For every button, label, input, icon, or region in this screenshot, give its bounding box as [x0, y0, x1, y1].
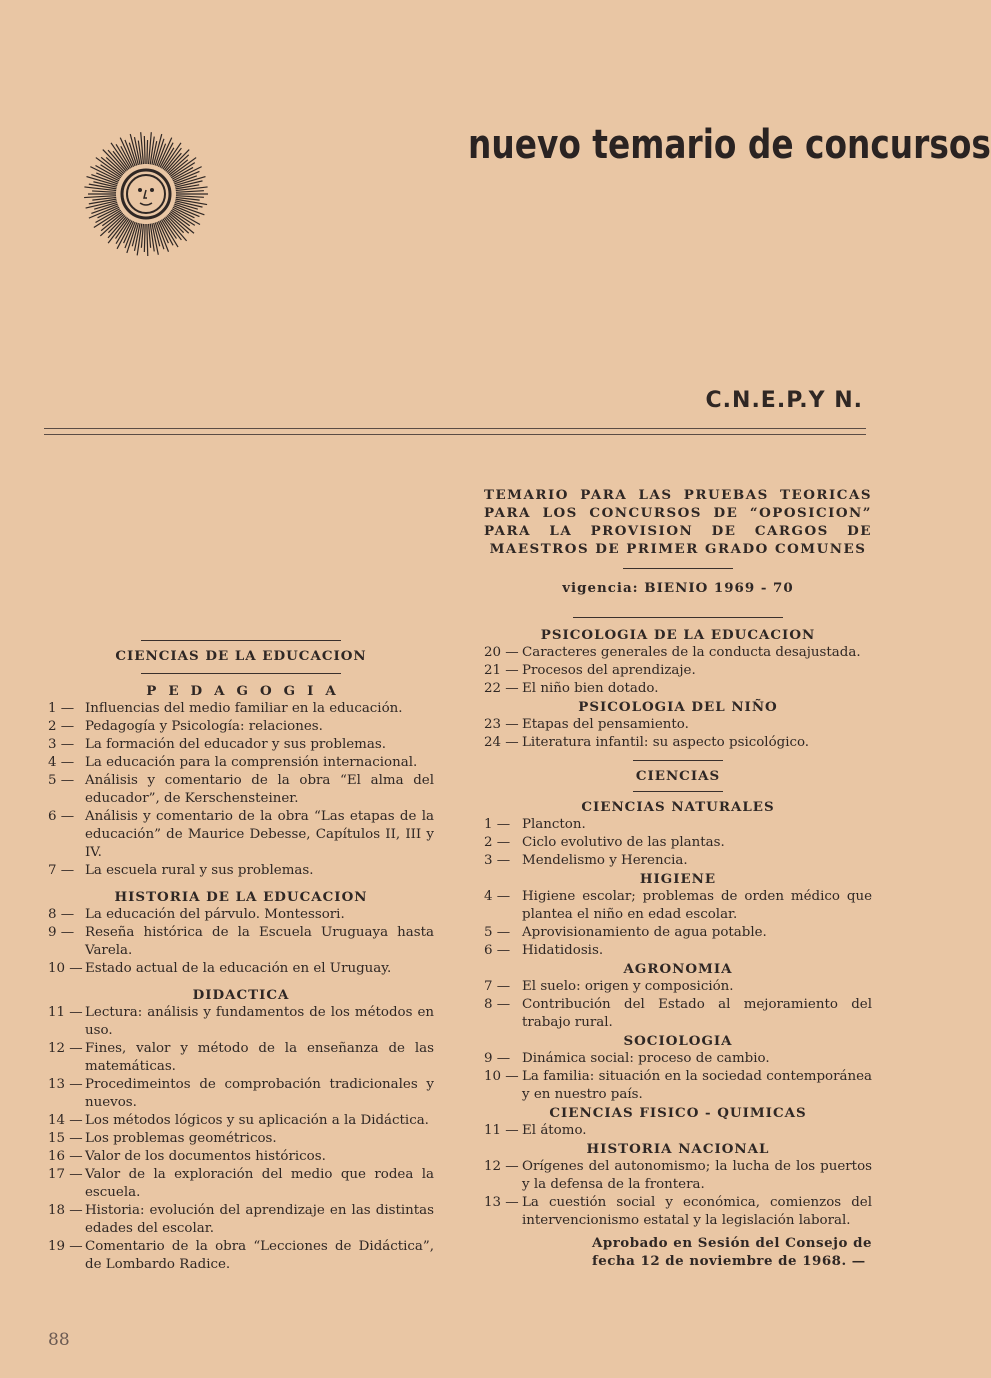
item-number: 15 — — [48, 1131, 83, 1146]
list-item — [48, 1130, 434, 1148]
item-number: 14 — — [48, 1113, 83, 1128]
item-number: 5 — — [484, 925, 511, 940]
psic-edu-heading: PSICOLOGIA DE LA EDUCACION — [540, 627, 816, 643]
item-number: 7 — — [48, 863, 75, 878]
item-number: 20 — — [484, 645, 519, 660]
psic-nino-list — [484, 716, 872, 752]
list-item — [484, 1068, 872, 1104]
fisico-quimicas-heading: CIENCIAS FISICO - QUIMICAS — [549, 1105, 807, 1121]
list-item — [48, 700, 434, 718]
list-item — [48, 1166, 434, 1202]
item-text: Valor de los documentos históricos. — [85, 1149, 326, 1164]
item-number: 10 — — [484, 1069, 519, 1084]
didactica-heading: DIDACTICA — [192, 987, 290, 1003]
item-number: 24 — — [484, 735, 519, 750]
list-item — [48, 906, 434, 924]
divider — [141, 673, 341, 674]
divider — [633, 760, 723, 761]
naturales-list — [484, 816, 872, 870]
section-title: CIENCIAS DE LA EDUCACION — [115, 648, 367, 664]
list-item — [484, 1122, 872, 1140]
list-item — [48, 718, 434, 736]
item-text: La formación del educador y sus problemas. — [85, 737, 386, 752]
item-number: 2 — — [48, 719, 75, 734]
list-item — [484, 852, 872, 870]
item-text: Higiene escolar; problemas de orden médico que plantea el niño en edad escolar. — [522, 889, 872, 922]
pedagogia-list — [48, 700, 434, 880]
list-item — [484, 924, 872, 942]
higiene-list — [484, 888, 872, 960]
fisico-quimicas-list — [484, 1122, 872, 1140]
item-number: 21 — — [484, 663, 519, 678]
item-text: El átomo. — [522, 1123, 587, 1138]
item-text: Literatura infantil: su aspecto psicológico. — [522, 735, 810, 750]
item-number: 23 — — [484, 717, 519, 732]
historia-list — [48, 906, 434, 978]
list-item — [484, 978, 872, 996]
header-rule — [44, 428, 866, 435]
divider — [633, 791, 723, 792]
item-text: La cuestión social y económica, comienzos del intervencionismo estatal y la legislación laboral. — [522, 1195, 872, 1228]
item-text: Historia: evolución del aprendizaje en las distintas edades del escolar. — [85, 1203, 434, 1236]
divider — [573, 617, 783, 618]
item-number: 12 — — [484, 1159, 519, 1174]
item-text: Etapas del pensamiento. — [522, 717, 689, 732]
divider — [141, 640, 341, 641]
item-text: Influencias del medio familiar en la educación. — [85, 701, 403, 716]
item-number: 11 — — [48, 1005, 83, 1020]
sociologia-list — [484, 1050, 872, 1104]
item-text: Reseña histórica de la Escuela Uruguaya hasta Varela. — [85, 925, 434, 958]
item-number: 9 — — [484, 1051, 511, 1066]
right-column — [484, 486, 872, 1270]
item-number: 4 — — [48, 755, 75, 770]
item-text: El niño bien dotado. — [522, 681, 659, 696]
item-text: Pedagogía y Psicología: relaciones. — [85, 719, 323, 734]
list-item — [484, 834, 872, 852]
item-number: 9 — — [48, 925, 75, 940]
item-number: 16 — — [48, 1149, 83, 1164]
item-number: 3 — — [48, 737, 75, 752]
list-item — [484, 816, 872, 834]
item-text: La escuela rural y sus problemas. — [85, 863, 314, 878]
item-text: Hidatidosis. — [522, 943, 604, 958]
item-number: 4 — — [484, 889, 511, 904]
item-text: Comentario de la obra “Lecciones de Didáctica”, de Lombardo Radice. — [85, 1239, 434, 1272]
item-text: Fines, valor y método de la enseñanza de las matemáticas. — [85, 1041, 434, 1074]
list-item — [484, 662, 872, 680]
item-text: Ciclo evolutivo de las plantas. — [522, 835, 725, 850]
item-number: 3 — — [484, 853, 511, 868]
item-text: Los problemas geométricos. — [85, 1131, 277, 1146]
list-item — [48, 1040, 434, 1076]
organization-name: C.N.E.P.Y N. — [705, 388, 863, 413]
list-item — [48, 960, 434, 978]
item-text: Lectura: análisis y fundamentos de los métodos en uso. — [85, 1005, 434, 1038]
pedagogia-heading: PEDAGOGIA — [146, 683, 348, 699]
item-text: Caracteres generales de la conducta desajustada. — [522, 645, 861, 660]
item-text: Procedimeintos de comprobación tradicionales y nuevos. — [85, 1077, 434, 1110]
list-item — [484, 942, 872, 960]
item-number: 1 — — [48, 701, 75, 716]
item-text: Estado actual de la educación en el Uruguay. — [85, 961, 392, 976]
list-item — [484, 1158, 872, 1194]
divider — [623, 568, 733, 569]
item-number: 11 — — [484, 1123, 519, 1138]
item-text: Valor de la exploración del medio que rodea la escuela. — [85, 1167, 434, 1200]
item-text: La familia: situación en la sociedad contemporánea y en nuestro país. — [522, 1069, 872, 1102]
headline: nuevo temario de concursos — [468, 122, 991, 168]
psic-nino-heading: PSICOLOGIA DEL NIÑO — [578, 699, 778, 715]
item-text: Plancton. — [522, 817, 586, 832]
historia-nacional-heading: HISTORIA NACIONAL — [586, 1141, 770, 1157]
item-number: 8 — — [484, 997, 511, 1012]
list-item — [484, 644, 872, 662]
item-number: 22 — — [484, 681, 519, 696]
list-item — [48, 736, 434, 754]
sun-face-emblem-icon — [80, 128, 212, 260]
list-item — [484, 716, 872, 734]
temario-title: TEMARIO PARA LAS PRUEBAS TEORICAS PARA LOS CONCURSOS DE “OPOSICION” PARA LA PROVISION DE CARGOS DE MAESTROS DE PRIMER GRADO COMUNES — [484, 487, 872, 557]
list-item — [48, 754, 434, 772]
item-number: 13 — — [48, 1077, 83, 1092]
agronomia-list — [484, 978, 872, 1032]
item-number: 8 — — [48, 907, 75, 922]
item-text: El suelo: origen y composición. — [522, 979, 734, 994]
naturales-heading: CIENCIAS NATURALES — [581, 799, 775, 815]
item-text: Análisis y comentario de la obra “Las etapas de la educación” de Maurice Debesse, Capítulos II, III y IV. — [85, 809, 434, 860]
item-number: 2 — — [484, 835, 511, 850]
item-number: 19 — — [48, 1239, 83, 1254]
list-item — [48, 1148, 434, 1166]
item-number: 17 — — [48, 1167, 83, 1182]
item-number: 10 — — [48, 961, 83, 976]
list-item — [484, 734, 872, 752]
item-number: 5 — — [48, 773, 75, 788]
list-item — [48, 924, 434, 960]
item-number: 13 — — [484, 1195, 519, 1210]
item-number: 6 — — [484, 943, 511, 958]
list-item — [484, 1050, 872, 1068]
historia-heading: HISTORIA DE LA EDUCACION — [114, 889, 368, 905]
approval-note: Aprobado en Sesión del Consejo de fecha 12 de noviembre de 1968. — — [592, 1235, 872, 1269]
didactica-list — [48, 1004, 434, 1274]
item-number: 12 — — [48, 1041, 83, 1056]
list-item — [484, 996, 872, 1032]
item-text: Orígenes del autonomismo; la lucha de los puertos y la defensa de la frontera. — [522, 1159, 872, 1192]
item-text: La educación del párvulo. Montessori. — [85, 907, 345, 922]
higiene-heading: HIGIENE — [639, 871, 717, 887]
item-number: 6 — — [48, 809, 75, 824]
item-text: Aprovisionamiento de agua potable. — [522, 925, 767, 940]
sociologia-heading: SOCIOLOGIA — [623, 1033, 733, 1049]
item-text: Dinámica social: proceso de cambio. — [522, 1051, 770, 1066]
list-item — [48, 862, 434, 880]
list-item — [48, 1112, 434, 1130]
agronomia-heading: AGRONOMIA — [623, 961, 733, 977]
psic-edu-list — [484, 644, 872, 698]
list-item — [48, 1076, 434, 1112]
page-number: 88 — [48, 1330, 70, 1350]
vigencia: vigencia: BIENIO 1969 - 70 — [562, 580, 794, 596]
left-column — [48, 640, 434, 1274]
item-text: Los métodos lógicos y su aplicación a la Didáctica. — [85, 1113, 429, 1128]
list-item — [48, 1202, 434, 1238]
list-item — [48, 1238, 434, 1274]
item-number: 7 — — [484, 979, 511, 994]
list-item — [484, 680, 872, 698]
list-item — [48, 1004, 434, 1040]
item-text: La educación para la comprensión internacional. — [85, 755, 418, 770]
item-number: 1 — — [484, 817, 511, 832]
list-item — [484, 1194, 872, 1230]
item-text: Procesos del aprendizaje. — [522, 663, 696, 678]
item-text: Mendelismo y Herencia. — [522, 853, 688, 868]
list-item — [48, 808, 434, 862]
historia-nacional-list — [484, 1158, 872, 1230]
item-text: Análisis y comentario de la obra “El alma del educador”, de Kerschensteiner. — [85, 773, 434, 806]
item-text: Contribución del Estado al mejoramiento del trabajo rural. — [522, 997, 872, 1030]
list-item — [48, 772, 434, 808]
item-number: 18 — — [48, 1203, 83, 1218]
ciencias-heading: CIENCIAS — [635, 768, 721, 784]
list-item — [484, 888, 872, 924]
